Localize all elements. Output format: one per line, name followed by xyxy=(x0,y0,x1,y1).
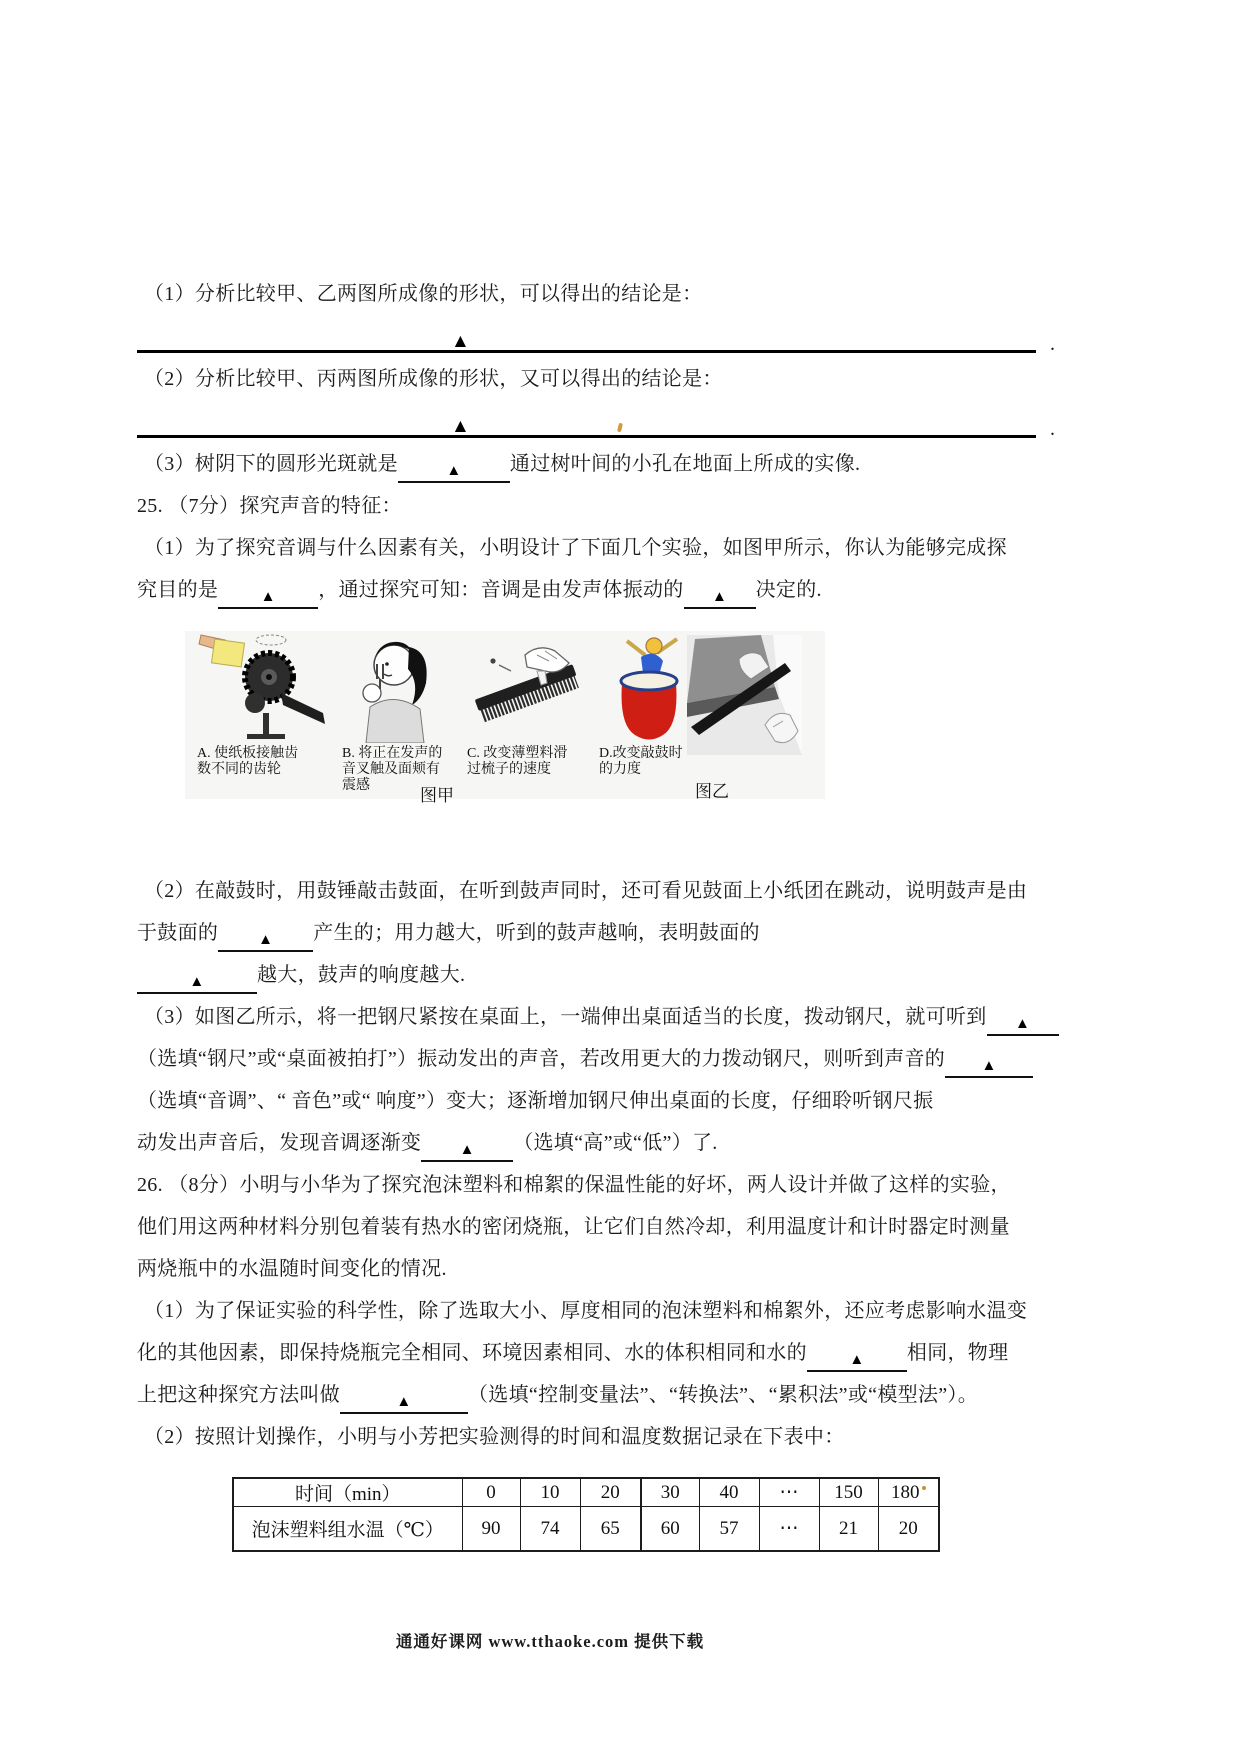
figure-strip xyxy=(137,631,1042,806)
figure-b-tuning-fork xyxy=(342,631,457,794)
question-24-25-section xyxy=(137,273,1055,611)
document-content xyxy=(137,273,1055,1552)
question-text-line xyxy=(137,485,1042,527)
text-segment: 26. （8分）小明与小华为了探究泡沫塑料和棉絮的保温性能的好坏，两人设计并做了这样的实验， xyxy=(137,1174,1011,1196)
answer-blank-marker: ▲ xyxy=(137,969,257,994)
text-segment: （选填“控制变量法”、“转换法”、“累积法”或“模型法”）。 xyxy=(468,1384,979,1406)
text-segment: 越大，鼓声的响度越大. xyxy=(257,964,466,986)
answer-blank-marker: ▲ xyxy=(421,1137,513,1162)
text-segment: （2）分析比较甲、丙两图所成像的形状，又可以得出的结论是： xyxy=(144,368,723,390)
question-text-line xyxy=(137,1248,1042,1290)
question-text-line xyxy=(137,1416,1042,1458)
figure-caption-line: 数不同的齿轮 xyxy=(197,762,281,777)
answer-blank-marker: ▲ xyxy=(340,1389,468,1414)
answer-blank-marker: ▲ xyxy=(945,1053,1033,1078)
text-segment: （1）分析比较甲、乙两图所成像的形状，可以得出的结论是： xyxy=(144,283,703,305)
question-text-line xyxy=(137,954,1042,996)
text-segment: 究目的是 xyxy=(137,579,219,601)
tuning-fork-girl-image xyxy=(342,631,457,743)
question-text-line xyxy=(137,1164,1042,1206)
question-text-line xyxy=(137,1206,1042,1248)
table-cell: 20 xyxy=(580,1478,641,1507)
figure-caption-line: A. 使纸板接触齿 xyxy=(197,746,299,761)
scan-artifact-mark xyxy=(617,423,623,433)
answer-underline xyxy=(137,350,1036,353)
question-text-line xyxy=(137,1290,1042,1332)
text-segment: 于鼓面的 xyxy=(137,922,219,944)
answer-blank-marker: ▲ xyxy=(218,927,313,952)
table-cell: 10 xyxy=(520,1478,580,1507)
text-segment: 相同，物理 xyxy=(906,1342,1009,1364)
figure-a-caption xyxy=(197,746,332,778)
figure-caption-line: 过梳子的速度 xyxy=(467,762,551,777)
table-cell: 泡沫塑料组水温（℃） xyxy=(233,1507,462,1552)
line-end-period: . xyxy=(1050,333,1055,355)
question-text-line xyxy=(137,1122,1042,1164)
text-segment: 化的其他因素，即保持烧瓶完全相同、环境因素相同、水的体积相同和水的 xyxy=(137,1342,807,1364)
question-25-26-section xyxy=(137,870,1042,1458)
table-cell: 40 xyxy=(699,1478,759,1507)
text-segment: （3）树阴下的圆形光斑就是 xyxy=(144,453,398,475)
text-segment: 决定的. xyxy=(755,579,822,601)
text-segment: （1）为了保证实验的科学性，除了选取大小、厚度相同的泡沫塑料和棉絮外，还应考虑影响水温变 xyxy=(144,1300,1028,1322)
figure-caption-line: 的力度 xyxy=(599,762,641,777)
question-text-line xyxy=(137,1038,1042,1080)
figure-c-comb xyxy=(467,631,592,778)
answer-blank-marker: ▲ xyxy=(218,584,318,609)
table-cell: 30 xyxy=(641,1478,699,1507)
figure-a-gear xyxy=(197,631,332,778)
text-segment: 他们用这两种材料分别包着装有热水的密闭烧瓶，让它们自然冷却，利用温度计和计时器定时测量 xyxy=(137,1216,1010,1238)
ruler-table-photo-image xyxy=(687,635,802,755)
table-cell: ⋯ xyxy=(759,1507,819,1552)
table-cell: ⋯ xyxy=(759,1478,819,1507)
gear-device-image xyxy=(197,631,332,743)
text-segment: （1）为了探究音调与什么因素有关，小明设计了下面几个实验，如图甲所示，你认为能够完成探 xyxy=(144,537,1007,559)
text-segment: 25. （7分）探究声音的特征： xyxy=(137,495,402,517)
question-text-line xyxy=(137,1374,1042,1416)
text-segment: 上把这种探究方法叫做 xyxy=(137,1384,340,1406)
figure-caption-line: 震感 xyxy=(342,778,370,793)
question-text-line xyxy=(137,996,1042,1038)
table-cell: 180 xyxy=(878,1478,939,1507)
question-text-line xyxy=(137,870,1042,912)
figure-caption-line: B. 将正在发声的 xyxy=(342,746,443,761)
answer-triangle-marker: ▲ xyxy=(451,331,470,352)
table-cell: 0 xyxy=(462,1478,520,1507)
text-segment: 动发出声音后，发现音调逐渐变 xyxy=(137,1132,422,1154)
figure-yi-photo xyxy=(687,635,802,755)
question-text-line xyxy=(137,273,1042,315)
temperature-table xyxy=(232,1477,940,1552)
answer-blank-marker: ▲ xyxy=(987,1011,1059,1036)
answer-underline xyxy=(137,435,1036,438)
table-cell: 60 xyxy=(641,1507,699,1552)
text-segment: （选填“高”或“低”）了. xyxy=(513,1132,718,1154)
text-segment: （3）如图乙所示，将一把钢尺紧按在桌面上，一端伸出桌面适当的长度，拨动钢尺，就可听到 xyxy=(144,1006,987,1028)
question-text-line xyxy=(137,527,1042,569)
page-footer: 通通好课网 www.tthaoke.com 提供下载 xyxy=(395,1632,705,1651)
text-segment: （选填“钢尺”或“桌面被拍打”）振动发出的声音，若改用更大的力拨动钢尺，则听到声音的 xyxy=(137,1048,946,1070)
text-segment: 产生的；用力越大，听到的鼓声越响，表明鼓面的 xyxy=(313,922,760,944)
figure-d-drum xyxy=(599,631,699,778)
table-cell: 65 xyxy=(580,1507,641,1552)
text-segment: ，通过探究可知：音调是由发声体振动的 xyxy=(318,579,684,601)
answer-triangle-marker: ▲ xyxy=(451,416,470,437)
text-segment: 通过树叶间的小孔在地面上所成的实像. xyxy=(509,453,861,475)
table-row xyxy=(233,1478,939,1507)
figure-yi-label: 图乙 xyxy=(695,782,729,801)
text-segment: （2）在敲鼓时，用鼓锤敲击鼓面，在听到鼓声同时，还可看见鼓面上小纸团在跳动，说明鼓声是由 xyxy=(144,880,1028,902)
text-segment: （2）按照计划操作，小明与小芳把实验测得的时间和温度数据记录在下表中： xyxy=(144,1426,845,1448)
drum-strike-image xyxy=(599,631,699,743)
text-segment: （选填“音调”、“ 音色”或“ 响度”）变大；逐渐增加钢尺伸出桌面的长度，仔细聆听钢尺振 xyxy=(137,1090,934,1112)
table-cell: 150 xyxy=(819,1478,878,1507)
answer-blank-marker: ▲ xyxy=(807,1347,907,1372)
answer-blank-marker: ▲ xyxy=(398,458,510,483)
figure-jia-label: 图甲 xyxy=(420,786,454,805)
figure-caption-line: 音叉触及面颊有 xyxy=(342,762,440,777)
question-text-line xyxy=(137,443,1042,485)
table-cell: 20 xyxy=(878,1507,939,1552)
table-cell: 57 xyxy=(699,1507,759,1552)
figure-c-caption xyxy=(467,746,592,778)
figure-d-caption xyxy=(599,746,699,778)
answer-rule xyxy=(137,315,1055,358)
question-text-line xyxy=(137,358,1042,400)
table-cell: 90 xyxy=(462,1507,520,1552)
text-segment: 两烧瓶中的水温随时间变化的情况. xyxy=(137,1258,447,1280)
table-cell: 时间（min） xyxy=(233,1478,462,1507)
figure-caption-line: D.改变敲鼓时 xyxy=(599,746,683,761)
line-end-period: . xyxy=(1050,418,1055,440)
question-text-line xyxy=(137,912,1042,954)
question-text-line xyxy=(137,1332,1042,1374)
figure-caption-line: C. 改变薄塑料滑 xyxy=(467,746,568,761)
table-row xyxy=(233,1507,939,1552)
answer-rule xyxy=(137,400,1055,443)
table-cell: 74 xyxy=(520,1507,580,1552)
question-text-line xyxy=(137,1080,1042,1122)
answer-blank-marker: ▲ xyxy=(684,584,756,609)
table-cell: 21 xyxy=(819,1507,878,1552)
scan-artifact-dot xyxy=(922,1486,926,1490)
question-text-line xyxy=(137,569,1042,611)
comb-plastic-image xyxy=(467,631,592,743)
